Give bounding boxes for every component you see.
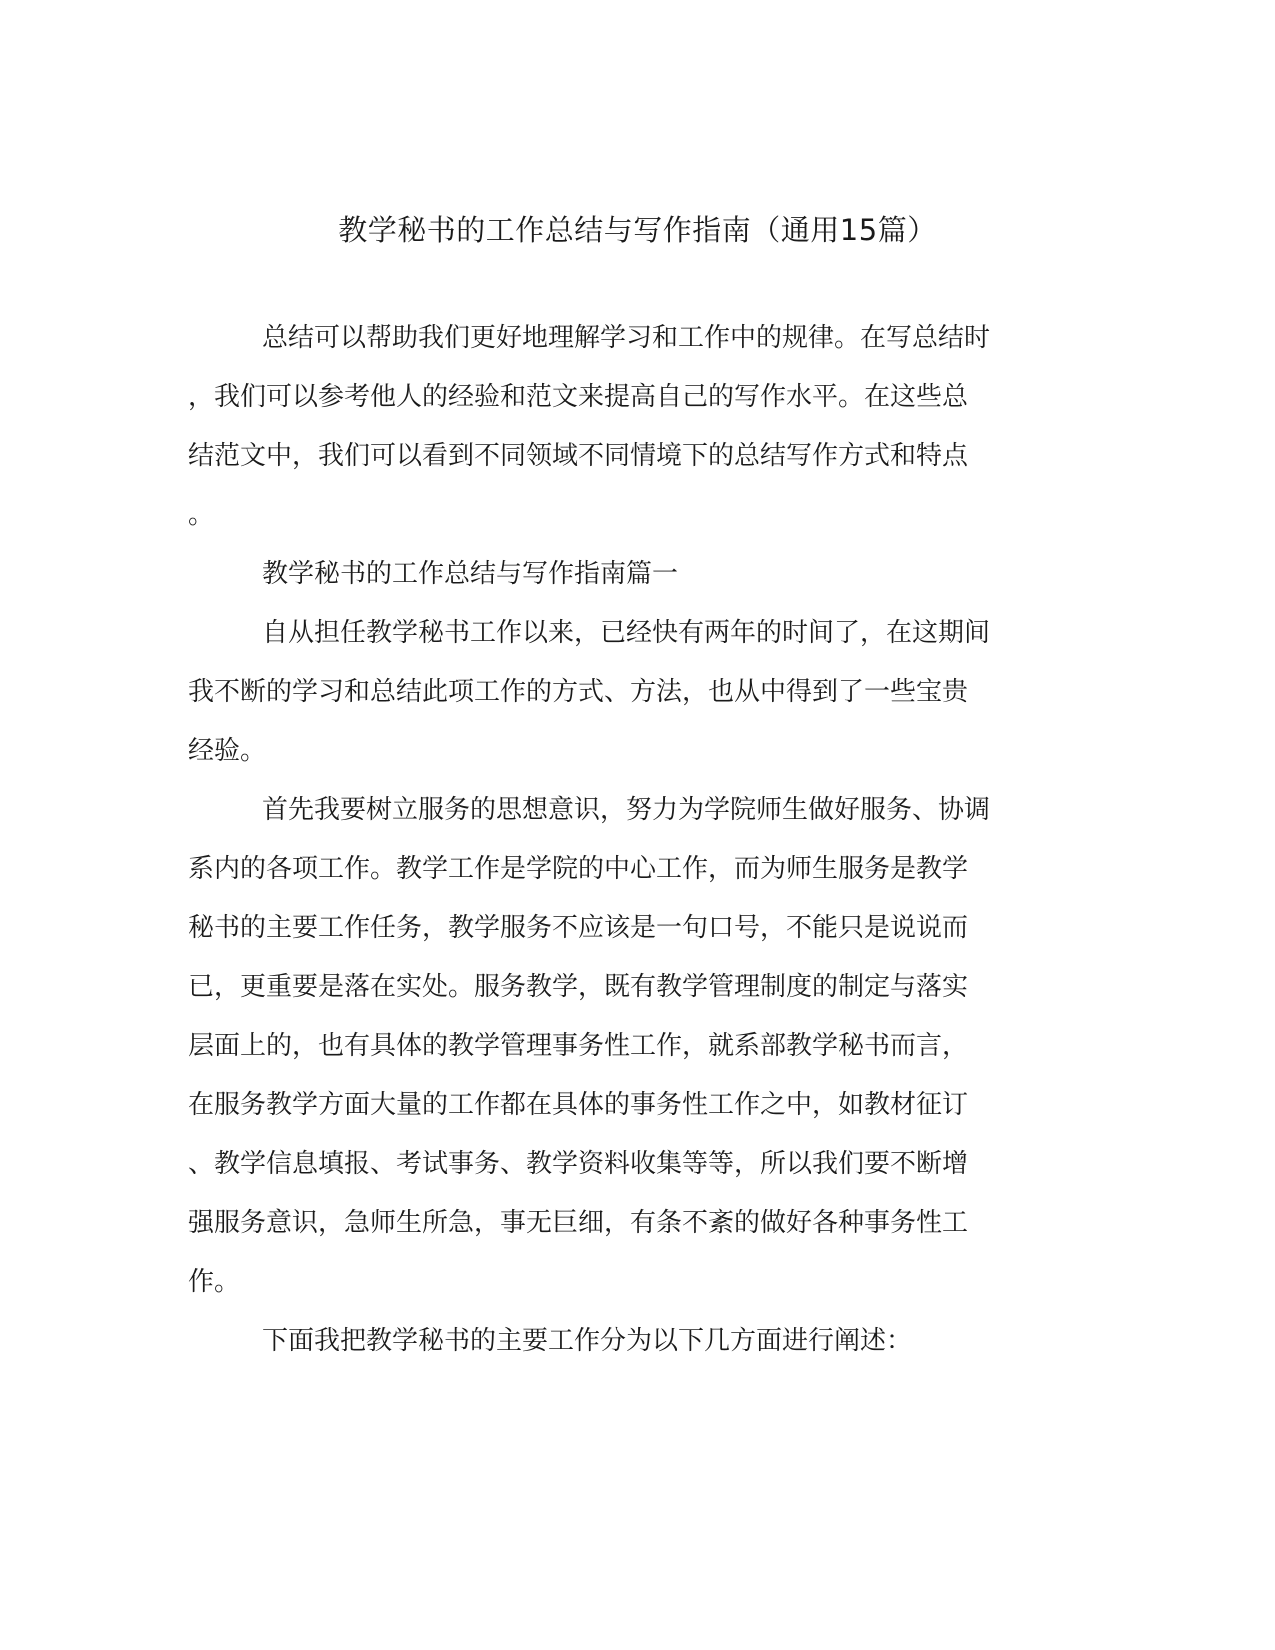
paragraph-line: 作。 [188,1267,241,1297]
paragraph-line: 首先我要树立服务的思想意识，努力为学院师生做好服务、协调 [262,795,991,825]
paragraph-line: 秘书的主要工作任务，教学服务不应该是一句口号，不能只是说说而 [188,913,969,943]
paragraph-line: 在服务教学方面大量的工作都在具体的事务性工作之中，如教材征订 [188,1090,969,1120]
paragraph-line: 自从担任教学秘书工作以来，已经快有两年的时间了，在这期间 [262,618,991,648]
section-heading: 教学秘书的工作总结与写作指南篇一 [262,559,679,589]
paragraph-line: 系内的各项工作。教学工作是学院的中心工作，而为师生服务是教学 [188,854,969,884]
paragraph-line: 、教学信息填报、考试事务、教学资料收集等等，所以我们要不断增 [188,1149,969,1179]
paragraph-line: 。 [188,500,215,530]
paragraph-line: 总结可以帮助我们更好地理解学习和工作中的规律。在写总结时 [262,323,991,353]
document-title: 教学秘书的工作总结与写作指南（通用15篇） [338,213,937,247]
paragraph-line: 已，更重要是落在实处。服务教学，既有教学管理制度的制定与落实 [188,972,969,1002]
paragraph-line: ，我们可以参考他人的经验和范文来提高自己的写作水平。在这些总 [188,382,969,412]
paragraph-line: 经验。 [188,736,267,766]
paragraph-line: 强服务意识，急师生所急，事无巨细，有条不紊的做好各种事务性工 [188,1208,969,1238]
paragraph-line: 层面上的，也有具体的教学管理事务性工作，就系部教学秘书而言， [188,1031,969,1061]
paragraph-line: 结范文中，我们可以看到不同领域不同情境下的总结写作方式和特点 [188,441,969,471]
paragraph-line: 我不断的学习和总结此项工作的方式、方法，也从中得到了一些宝贵 [188,677,969,707]
paragraph-line: 下面我把教学秘书的主要工作分为以下几方面进行阐述： [262,1326,913,1356]
